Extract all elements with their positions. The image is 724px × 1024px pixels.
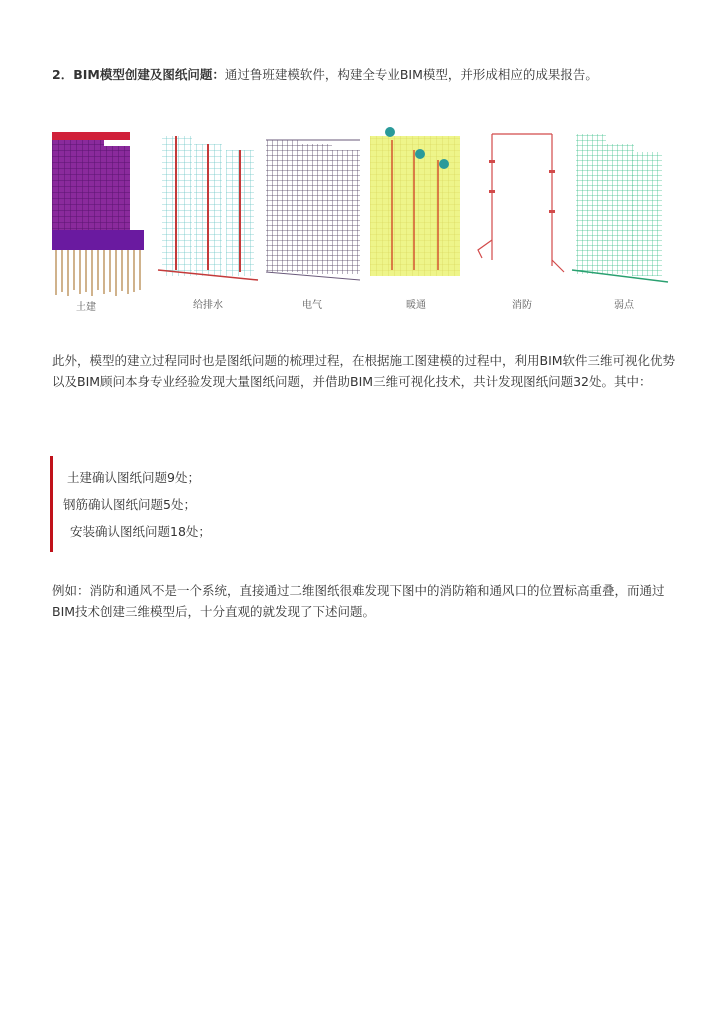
body-paragraph-3: 例如：消防和通风不是一个系统，直接通过二维图纸很难发现下图中的消防箱和通风口的位置标高重叠，而通过BIM技术创建三维模型后，十分直观的就发现了下述问题。 [52, 583, 665, 619]
model-fire-image [478, 134, 564, 272]
model-weak-current-image [572, 134, 668, 282]
bim-models-figure [52, 120, 680, 320]
body-paragraph-2: 此外，模型的建立过程同时也是图纸问题的梳理过程，在根据施工图建模的过程中，利用BIM软件三维可视化优势以及BIM顾问本身专业经验发现大量图纸问题，并借助BIM三维可视化技术，共计发现图纸问题32处。其中： [52, 353, 676, 389]
heading-number: 2． [52, 67, 74, 82]
label-fire: 消防 [512, 300, 532, 311]
issue-summary-quote [50, 456, 683, 552]
quote-item-rebar: 钢筋确认图纸问题5处； [63, 497, 196, 512]
model-civil-image [52, 132, 144, 296]
section-heading [52, 64, 684, 85]
model-hvac-image [370, 127, 460, 276]
model-electrical-image [266, 140, 360, 280]
label-civil: 土建 [76, 302, 96, 313]
heading-title: BIM模型创建及图纸问题： [73, 67, 225, 82]
heading-text: 通过鲁班建模软件，构建全专业BIM模型，并形成相应的成果报告。 [224, 67, 598, 82]
label-hvac: 暖通 [406, 300, 426, 311]
label-electrical: 电气 [302, 300, 322, 311]
label-weak-current: 弱点 [614, 300, 634, 311]
model-plumbing-image [158, 136, 258, 280]
quote-item-installation: 安装确认图纸问题18处； [70, 524, 211, 539]
label-plumbing: 给排水 [193, 300, 223, 311]
quote-item-civil: 土建确认图纸问题9处； [67, 470, 200, 485]
